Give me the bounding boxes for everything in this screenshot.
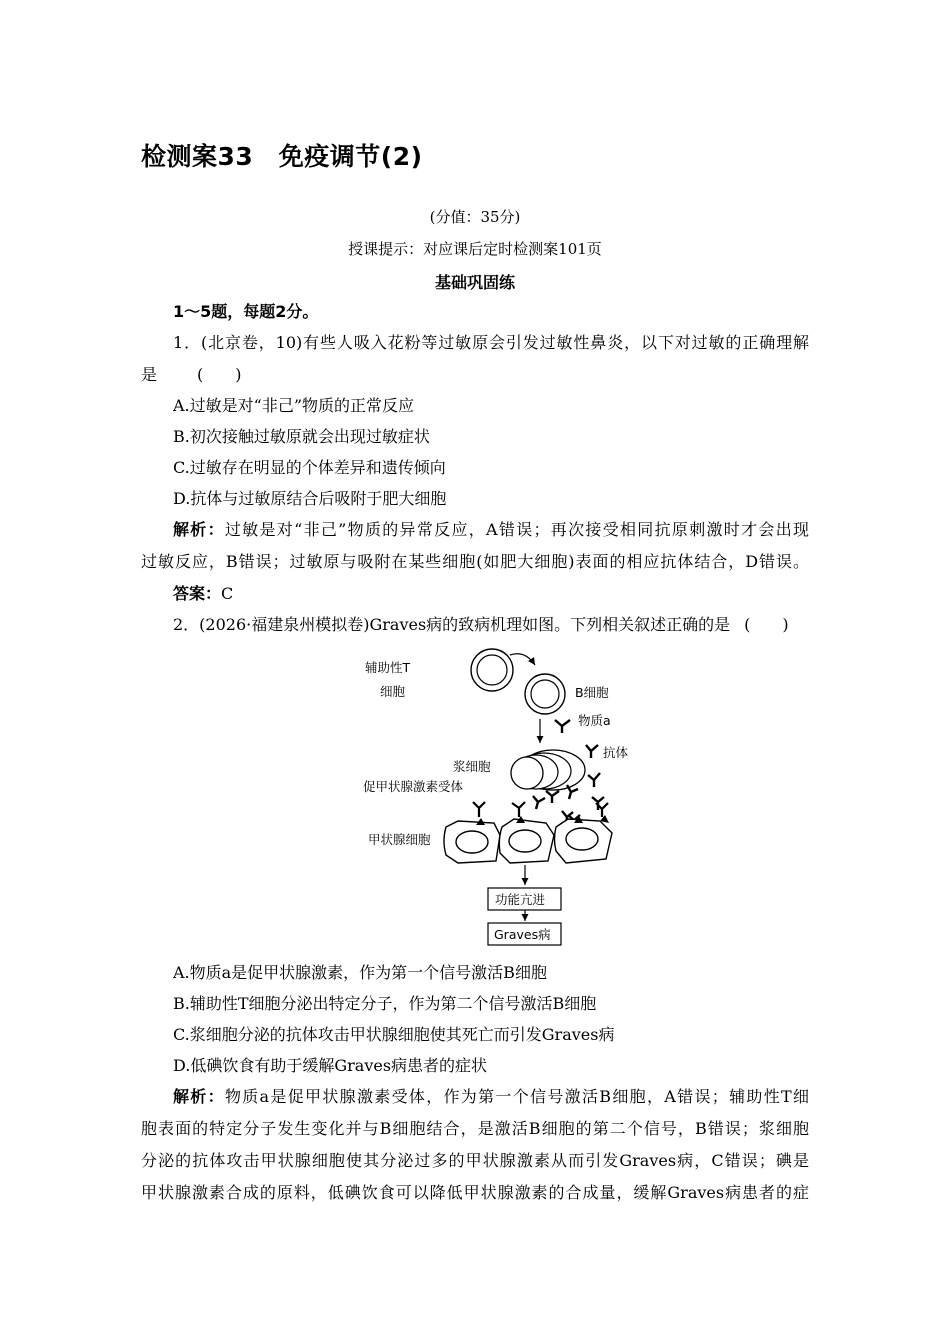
q2-analysis-text1: 物质a是促甲状腺激素受体，作为第一个信号激活B细胞，A错误；辅助性T细: [224, 1087, 809, 1106]
thyroid-cells: [444, 819, 612, 863]
hyperfunction-label: 功能亢进: [495, 892, 546, 907]
q1-answer-line: [173, 581, 809, 604]
q2-option-a: A.物质a是促甲状腺激素，作为第一个信号激活B细胞: [173, 963, 547, 982]
q1-analysis-line1: [173, 517, 809, 540]
q1-stem-line2: [141, 362, 809, 385]
q1-answer: C: [221, 584, 234, 603]
q2-analysis-line4: 甲状腺激素合成的原料，低碘饮食可以降低甲状腺激素的合成量，缓解Graves病患者的症: [141, 1183, 809, 1202]
q1-stem-tail: 是: [141, 365, 158, 384]
q1-option-d: D.抗体与过敏原结合后吸附于肥大细胞: [173, 489, 447, 508]
b-cell-label: B细胞: [575, 685, 609, 700]
q2-stem: 2．(2026·福建泉州模拟卷)Graves病的致病机理如图。下列相关叙述正确的是: [173, 615, 731, 634]
q2-option-b: B.辅助性T细胞分泌出特定分子，作为第二个信号激活B细胞: [173, 994, 597, 1013]
b-cell: [525, 674, 565, 714]
q2-analysis-line2: 胞表面的特定分子发生变化并与B细胞结合，是激活B细胞的第二个信号，B错误；浆细胞: [141, 1119, 809, 1138]
q1-option-a: A.过敏是对“非己”物质的正常反应: [173, 396, 415, 415]
receptor-label: 促甲状腺激素受体: [363, 779, 464, 794]
plasma-cell-label: 浆细胞: [453, 759, 491, 774]
q2-option-d: D.低碘饮食有助于缓解Graves病患者的症状: [173, 1056, 488, 1075]
antibody-label: 抗体: [603, 745, 629, 760]
plasma-cell: [511, 750, 585, 790]
substance-a-label: 物质a: [578, 713, 611, 728]
q1-stem-line1: 1．(北京卷，10)有些人吸入花粉等过敏原会引发过敏性鼻炎，以下对过敏的正确理解: [173, 333, 809, 352]
graves-mechanism-diagram: [360, 645, 630, 950]
q1-option-c: C.过敏存在明显的个体差异和遗传倾向: [173, 458, 446, 477]
helper-t-label-2: 细胞: [380, 684, 406, 699]
q1-analysis-label: 解析：: [173, 520, 225, 539]
helper-t-label-1: 辅助性T: [365, 660, 411, 675]
graves-label: Graves病: [494, 927, 551, 942]
q2-stem-line: [173, 612, 809, 635]
q1-option-b: B.初次接触过敏原就会出现过敏症状: [173, 427, 430, 446]
instruction: 1～5题，每题2分。: [173, 302, 319, 321]
q1-analysis-text1: 过敏是对“非己”物质的异常反应，A错误；再次接受相同抗原刺激时才会出现: [224, 520, 809, 539]
thyroid-cell-label: 甲状腺细胞: [368, 832, 431, 847]
substance-a-icon: [555, 720, 570, 733]
lesson-hint: 授课提示：对应课后定时检测案101页: [348, 240, 602, 258]
q2-answer-paren: ( ): [744, 615, 789, 634]
score-note: (分值：35分): [429, 208, 521, 226]
helper-t-cell: [471, 649, 513, 691]
q1-answer-paren: ( ): [197, 365, 242, 384]
page-title: 检测案33 免疫调节(2): [141, 142, 423, 171]
t-to-b-arrow: [510, 654, 535, 665]
q1-analysis-line2: 过敏反应，B错误；过敏原与吸附在某些细胞(如肥大细胞)表面的相应抗体结合，D错误。: [141, 552, 809, 571]
section-heading: 基础巩固练: [434, 273, 515, 292]
q2-analysis-line1: [173, 1084, 809, 1107]
q2-analysis-label: 解析：: [173, 1087, 225, 1106]
q2-analysis-line3: 分泌的抗体攻击甲状腺细胞使其分泌过多的甲状腺激素从而引发Graves病，C错误；碘是: [141, 1151, 809, 1170]
q1-answer-label: 答案：: [173, 584, 222, 603]
q2-option-c: C.浆细胞分泌的抗体攻击甲状腺细胞使其死亡而引发Graves病: [173, 1025, 615, 1044]
